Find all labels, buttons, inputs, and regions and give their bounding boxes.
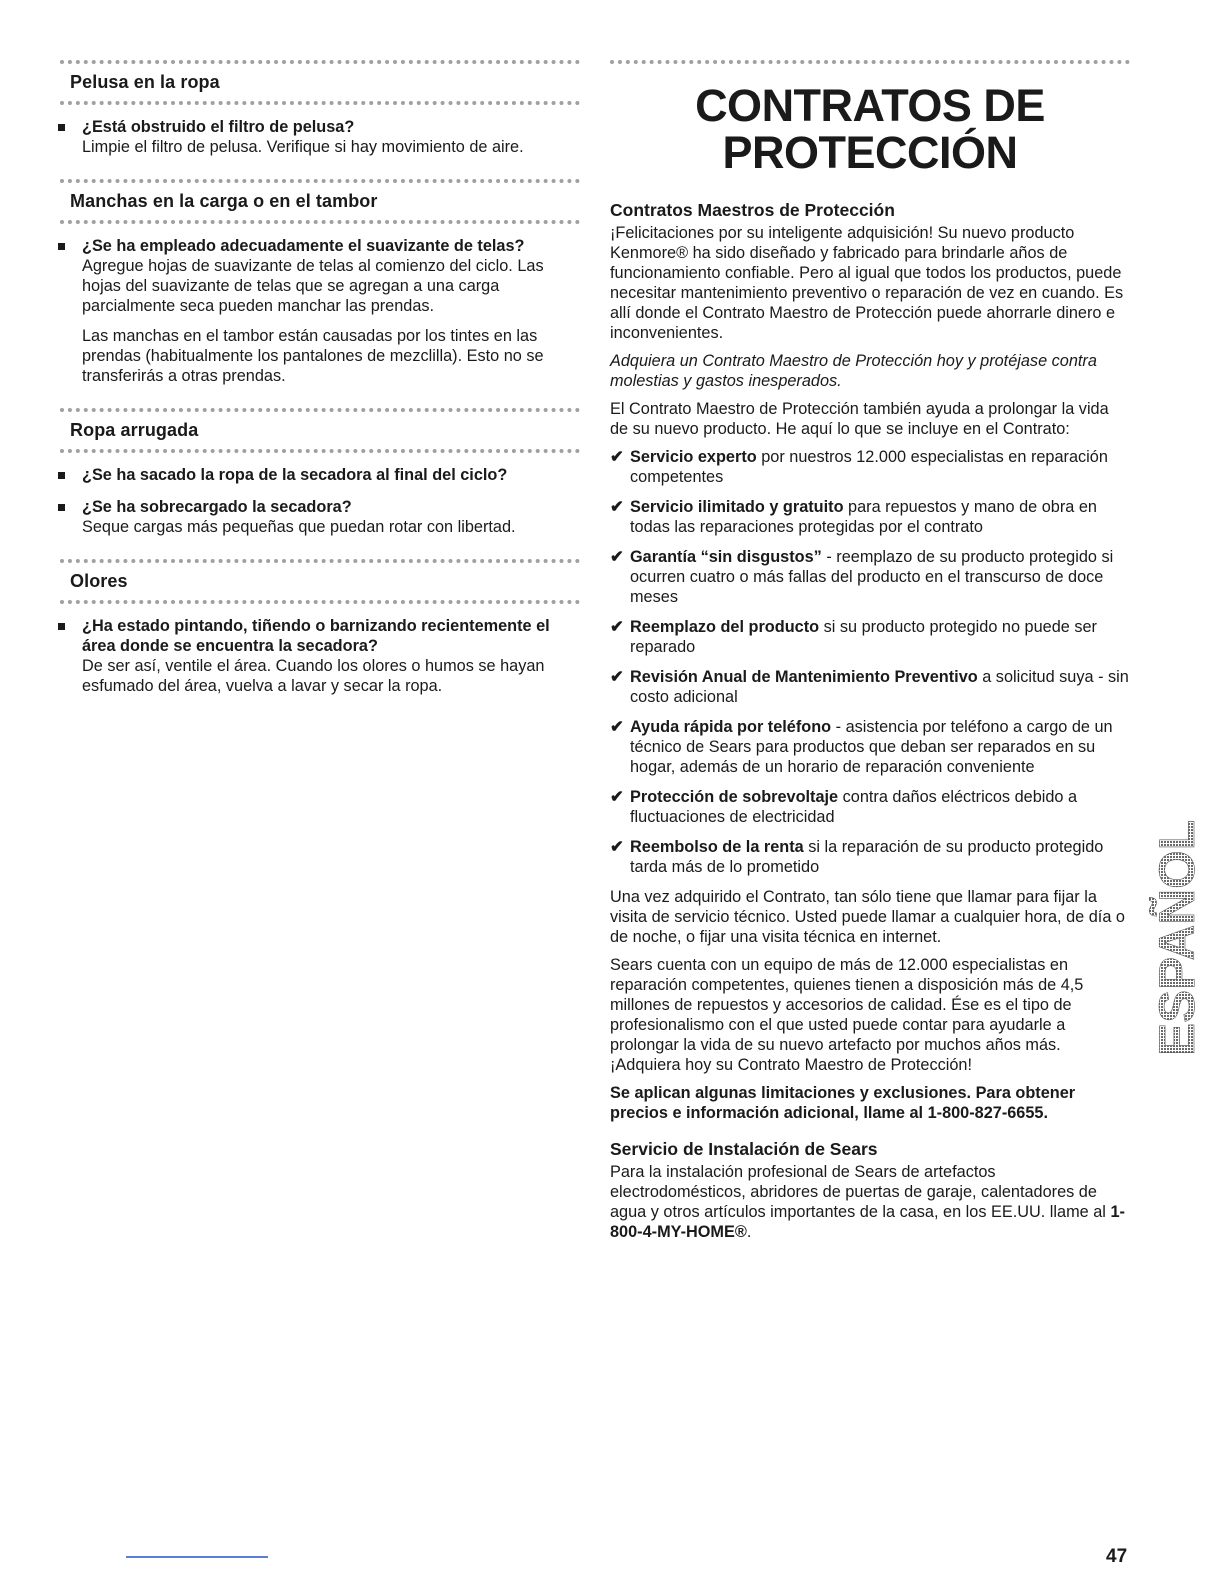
checkmark-icon: ✔: [610, 718, 624, 736]
checklist-item: [610, 497, 1130, 537]
troubleshoot-item: [60, 616, 580, 696]
section-heading: Pelusa en la ropa: [60, 60, 580, 105]
checklist-text: - asistencia por teléfono a cargo de un técnico de Sears para productos que deban ser reparados en su hogar, además de un horario de reparación conveniente: [630, 718, 1113, 776]
master-contracts-heading: Contratos Maestros de Protección: [610, 200, 895, 220]
checklist-item: [610, 547, 1130, 607]
troubleshoot-item: [60, 236, 580, 386]
checklist-text: si la reparación de su producto protegido tarda más de lo prometido: [630, 838, 1104, 876]
checklist-item: [610, 667, 1130, 707]
section-manchas: [60, 179, 580, 386]
checklist-item: [610, 787, 1130, 827]
after-purchase-paragraph: Una vez adquirido el Contrato, tan sólo tiene que llamar para fijar la visita de servicio técnico. Usted puede llamar a cualquier hora, de día o de noche, o fijar una visita técnica en internet.: [610, 888, 1125, 946]
italic-note: Adquiera un Contrato Maestro de Protección hoy y protéjase contra molestias y gastos inesperados.: [610, 352, 1097, 390]
square-bullet-icon: [58, 472, 65, 479]
checklist-lead: Servicio ilimitado y gratuito: [630, 498, 844, 516]
top-divider: [610, 60, 1130, 64]
troubleshoot-item: [60, 117, 580, 157]
square-bullet-icon: [58, 504, 65, 511]
square-bullet-icon: [58, 124, 65, 131]
section-ropa-arrugada: [60, 408, 580, 537]
square-bullet-icon: [58, 243, 65, 250]
checkmark-icon: ✔: [610, 618, 624, 636]
question: ¿Se ha sacado la ropa de la secadora al final del ciclo?: [82, 466, 508, 484]
checklist-text: - reemplazo de su producto protegido si ocurren cuatro o más fallas del producto en el transcurso de doce meses: [630, 548, 1114, 606]
troubleshoot-item: [60, 497, 580, 537]
title-line-2: PROTECCIÓN: [722, 127, 1018, 178]
checklist-item: [610, 617, 1130, 657]
checkmark-icon: ✔: [610, 548, 624, 566]
square-bullet-icon: [58, 623, 65, 630]
checklist-lead: Reembolso de la renta: [630, 838, 804, 856]
question: ¿Se ha empleado adecuadamente el suavizante de telas?: [82, 237, 525, 255]
question: ¿Está obstruido el filtro de pelusa?: [82, 118, 355, 136]
checklist-text: contra daños eléctricos debido a fluctuaciones de electricidad: [630, 788, 1078, 826]
page-title: [610, 82, 1130, 176]
page-number: 47: [1106, 1546, 1128, 1567]
answer: Las manchas en el tambor están causadas por los tintes en las prendas (habitualmente los pantalones de mezclilla). Esto no se transferirás a otras prendas.: [82, 327, 544, 385]
installation-text: Para la instalación profesional de Sears de artefactos electrodomésticos, abridores de puertas de garaje, calentadores de agua y otros artículos importantes de la casa, en los EE.UU. llame al: [610, 1163, 1111, 1221]
question: ¿Se ha sobrecargado la secadora?: [82, 498, 352, 516]
answer: Seque cargas más pequeñas que puedan rotar con libertad.: [82, 518, 516, 536]
answer: Limpie el filtro de pelusa. Verifique si hay movimiento de aire.: [82, 138, 524, 156]
footer-divider: [126, 1556, 268, 1558]
section-heading: Olores: [60, 559, 580, 604]
section-heading: Manchas en la carga o en el tambor: [60, 179, 580, 224]
checklist-lead: Revisión Anual de Mantenimiento Preventivo: [630, 668, 978, 686]
installation-phone: 1-800-4-MY-HOME®: [610, 1203, 1125, 1241]
section-olores: [60, 559, 580, 696]
includes-intro: El Contrato Maestro de Protección también ayuda a prolongar la vida de su nuevo producto. He aquí lo que se incluye en el Contrato:: [610, 400, 1109, 438]
language-side-tab: [1149, 818, 1205, 1058]
checklist-item: [610, 837, 1130, 877]
checklist-lead: Garantía “sin disgustos”: [630, 548, 822, 566]
checklist-text: si su producto protegido no puede ser reparado: [630, 618, 1097, 656]
checklist-lead: Servicio experto: [630, 448, 757, 466]
right-column: [610, 60, 1130, 1250]
language-label: ESPAÑOL: [1149, 818, 1205, 1056]
checklist-text: a solicitud suya - sin costo adicional: [630, 668, 1129, 706]
sears-team-paragraph: Sears cuenta con un equipo de más de 12.000 especialistas en reparación competentes, quienes tienen a disposición más de 4,5 millones de repuestos y accesorios de calidad. Ése es el tipo de profesionalismo con el que usted puede contar para ayudarle a prolongar la vida de su nuevo artefacto por muchos años más. ¡Adquiera hoy su Contrato Maestro de Protección!: [610, 956, 1084, 1074]
checklist-lead: Reemplazo del producto: [630, 618, 820, 636]
installation-heading: Servicio de Instalación de Sears: [610, 1139, 878, 1159]
checklist-lead: Protección de sobrevoltaje: [630, 788, 839, 806]
installation-paragraph: [610, 1162, 1130, 1242]
checkmark-icon: ✔: [610, 838, 624, 856]
installation-end: .: [746, 1223, 752, 1241]
answer: Agregue hojas de suavizante de telas al comienzo del ciclo. Las hojas del suavizante de telas que se agregan a una carga parcialmente seca pueden manchar las prendas.: [82, 257, 544, 315]
checkmark-icon: ✔: [610, 498, 624, 516]
checklist-lead: Ayuda rápida por teléfono: [630, 718, 832, 736]
checklist-item: [610, 717, 1130, 777]
checklist-text: por nuestros 12.000 especialistas en reparación competentes: [630, 448, 1108, 486]
section-heading: Ropa arrugada: [60, 408, 580, 453]
intro-paragraph: ¡Felicitaciones por su inteligente adquisición! Su nuevo producto Kenmore® ha sido diseñado y fabricado para brindarle años de funcionamiento confiable. Pero al igual que todos los productos, puede necesitar mantenimiento preventivo o reparación de vez en cuando. Es allí donde el Contrato Maestro de Protección puede ahorrarle dinero e inconvenientes.: [610, 224, 1124, 342]
left-column: [60, 60, 580, 718]
benefits-checklist: [610, 447, 1130, 877]
troubleshoot-item: [60, 465, 580, 485]
title-line-1: CONTRATOS DE: [695, 80, 1045, 131]
checkmark-icon: ✔: [610, 788, 624, 806]
question: ¿Ha estado pintando, tiñendo o barnizando recientemente el área donde se encuentra la secadora?: [82, 617, 550, 655]
checklist-text: para repuestos y mano de obra en todas las reparaciones protegidas por el contrato: [630, 498, 1097, 536]
limitations-notice: Se aplican algunas limitaciones y exclusiones. Para obtener precios e información adicional, llame al 1-800-827-6655.: [610, 1084, 1076, 1122]
checkmark-icon: ✔: [610, 668, 624, 686]
checklist-item: [610, 447, 1130, 487]
checkmark-icon: ✔: [610, 448, 624, 466]
section-pelusa: [60, 60, 580, 157]
answer: De ser así, ventile el área. Cuando los olores o humos se hayan esfumado del área, vuelva a lavar y secar la ropa.: [82, 657, 545, 695]
